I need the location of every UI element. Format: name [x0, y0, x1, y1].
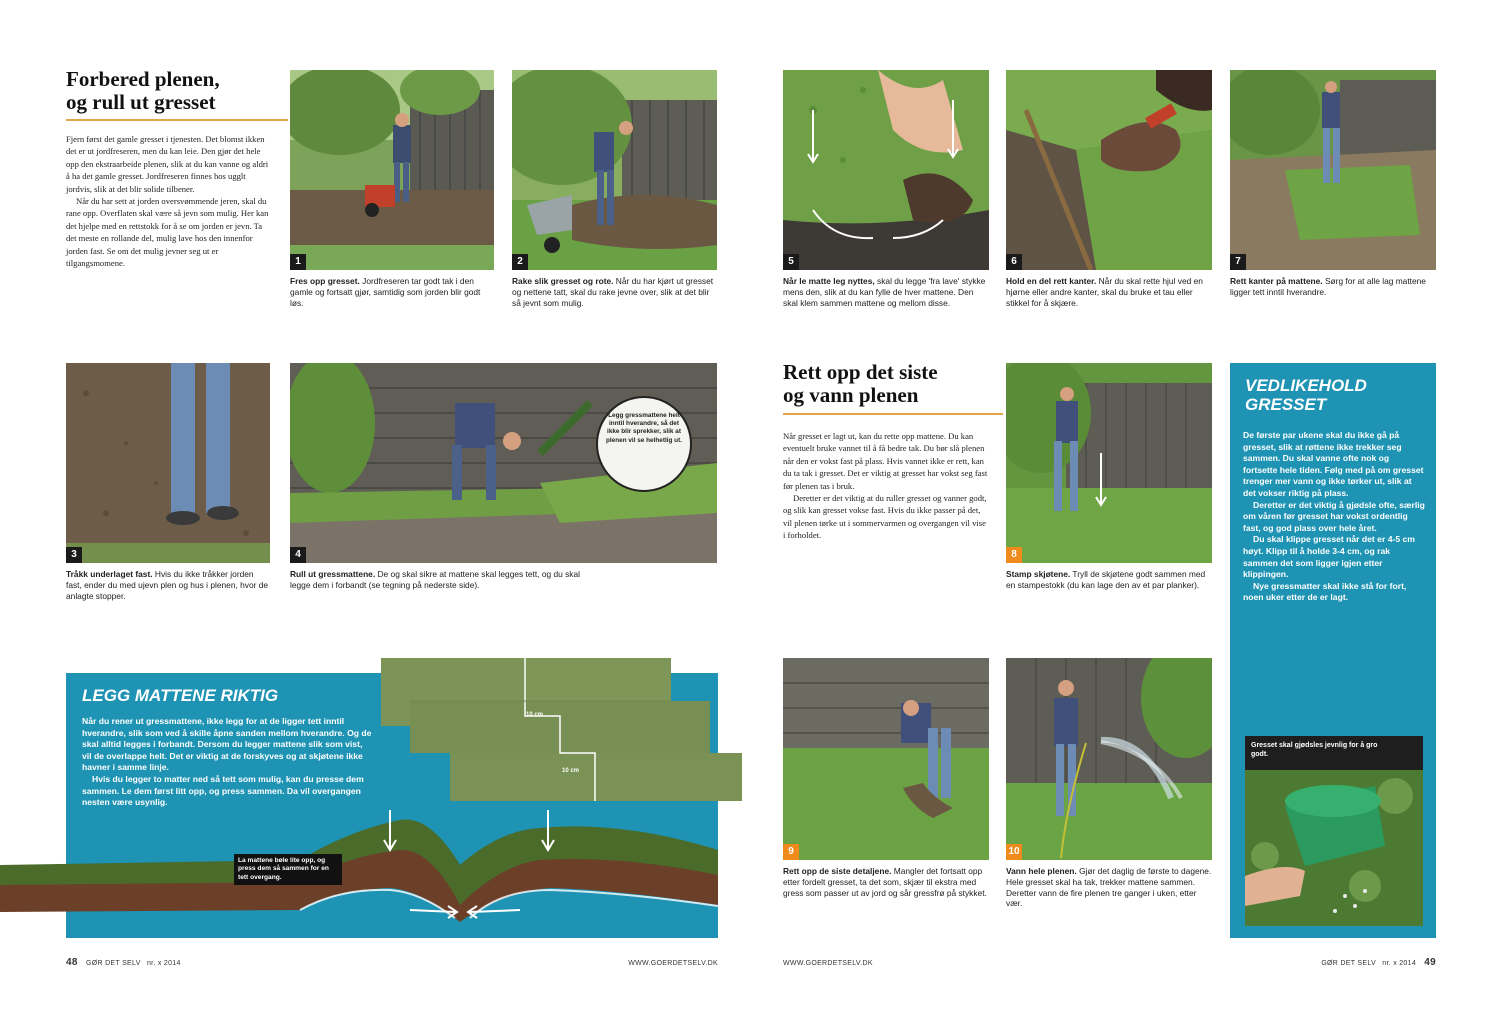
- caption-step-2-title: Rake slik gresset og rote.: [512, 276, 614, 286]
- caption-step-7-title: Rett kanter på mattene.: [1230, 276, 1323, 286]
- caption-step-2-text: Når du har kjørt ut gresset og nettene tatt, skal du rake jevne over, slik at det blir så jevnt som mulig.: [512, 276, 714, 308]
- step-8-number: 8: [1006, 547, 1022, 563]
- left-footer-magazine: GØR DET SELV: [85, 960, 141, 967]
- right-footer-magazine: GØR DET SELV: [1321, 960, 1377, 967]
- caption-step-5-title: Når le matte leg nyttes,: [783, 276, 875, 286]
- caption-step-6-title: Hold en del rett kanter.: [1006, 276, 1097, 286]
- caption-step-2: [512, 276, 717, 308]
- step-4-number: 4: [290, 547, 306, 563]
- right-body-paragraph-1: Når gresset er lagt ut, kan du rette opp mattene. Du kan eventuelt bruke vannet til å få bedre tak. Du bør slå plenen når den er vokst fast på plass. Hvis vannet ikke er rett, kan du ta tak i gresset. Det er viktig at gresset har vokst seg fast før plenen tas i bruk.: [783, 431, 988, 491]
- right-footer: [783, 957, 1436, 971]
- caption-step-3-text: Hvis du ikke tråkker jorden fast, ender du med ujevn plen og hus i plenen, hvor de anlagte stopper.: [66, 569, 269, 601]
- turf-layout-diagram: [380, 656, 742, 804]
- box-vedlikehold-paragraph-3: Du skal klippe gresset når det er 4-5 cm høyt. Klipp til å holde 3-4 cm, og rak sammen det som ligger igjen etter klippingen.: [1243, 534, 1415, 580]
- left-page-number: 48: [66, 957, 78, 968]
- cross-section-callout-text: La mattene bøle lite opp, og press dem så sammen for en tett overgang.: [238, 857, 329, 881]
- left-intro-paragraph-2: Når du har sett at jorden oversvømmende jeren, skal du rane opp. Overflaten skal være så jevn som mulig. Her kan det hjelpe med en rettstokk for å se om jorden er jevn. Ta det meste en rollande del, mulig lave hos den innenfor jorden fast. Se om det mulig jevner seg ut er tilgangsmomene.: [66, 196, 269, 269]
- photo-step-1: [290, 70, 494, 270]
- left-footer: [66, 957, 718, 971]
- left-heading: [66, 68, 288, 114]
- box-vedlikehold-title-line1: VEDLIKEHOLD: [1245, 376, 1367, 395]
- speech-bubble: [596, 396, 692, 492]
- caption-step-10-text: Gjør det daglig de første to dagene. Hele gresset skal ha tak, trekker mattene sammen. Deretter vann de fire plenen tre ganger i uken, etter vær.: [1006, 866, 1212, 909]
- box-vedlikehold-paragraph-2: Deretter er det viktig å gjødsle ofte, særlig om våren før gresset har vokst ordentlig fast, og god plass over hele året.: [1243, 499, 1425, 533]
- step-5-number: 5: [783, 254, 799, 270]
- left-heading-line1: Forbered plenen,: [66, 67, 220, 91]
- box-vedlikehold-text: [1243, 430, 1425, 604]
- left-intro-paragraph-1: Fjern først det gamle gresset i tjenesten. Det blomst ikken det er ut jordfreseren, men du kan leie. Den gjør det hele opp den ekstraarbeide plenen, slik at du kan vanne og aldri å ha det gamle gresset. Jordfreseren finnes hos ugglt jordvis, slik at det blir solide tilbener.: [66, 134, 269, 194]
- photo-step-7: [1230, 70, 1436, 270]
- caption-step-8-text: Tryll de skjøtene godt sammen med en stampestokk (du kan lage den av et par planker).: [1006, 569, 1206, 590]
- caption-step-7-text: Sørg for at alle lag mattene ligger tett inntil hverandre.: [1230, 276, 1426, 297]
- caption-step-4-text: De og skal sikre at mattene skal legges tett, og du skal legge dem i forbandt (se tegning på nederste side).: [290, 569, 580, 590]
- box-legg-mattene-paragraph-2: Hvis du legger to matter ned så tett som mulig, kan du presse dem sammen. Le dem først litt opp, og press sammen. Da vil overgangen nesten være usynlig.: [82, 773, 364, 808]
- box-legg-mattene-text: [82, 716, 372, 809]
- box-vedlikehold-paragraph-1: De første par ukene skal du ikke gå på gresset, slik at røttene ikke trekker seg sammen. Du skal vanne ofte nok og fortsette hele tiden. Følg med på om gresset trenger mer vann og ikke tørker ut, slik at det vokser riktig på plass.: [1243, 430, 1424, 498]
- box-vedlikehold-title-line2: GRESSET: [1245, 395, 1327, 414]
- right-footer-issue: nr. x 2014: [1382, 960, 1417, 967]
- caption-step-1-title: Fres opp gresset.: [290, 276, 360, 286]
- caption-step-1-text: Jordfreseren tar godt tak i den gamle og fortsatt gjør, samtidig som jorden blir godt løs.: [290, 276, 481, 308]
- step-2-number: 2: [512, 254, 528, 270]
- measure-label-1: 10 cm: [526, 712, 544, 718]
- left-heading-line2: og rull ut gresset: [66, 90, 216, 114]
- step-6-number: 6: [1006, 254, 1022, 270]
- turf-cross-section: [0, 810, 718, 938]
- step-1-number: 1: [290, 254, 306, 270]
- right-footer-url: WWW.GOERDETSELV.DK: [783, 960, 873, 967]
- photo-step-5: [783, 70, 989, 270]
- left-footer-issue: nr. x 2014: [146, 960, 181, 967]
- caption-step-8: [1006, 569, 1212, 591]
- box-vedlikehold-paragraph-4: Nye gressmatter skal ikke stå for fort, noen uker etter de er lagt.: [1243, 580, 1407, 603]
- right-heading-rule: [783, 413, 1003, 415]
- caption-step-9-text: Mangler det fortsatt opp etter fordelt gresset, ta det som, skjær til ekstra med gress som passer ut av jord og sår gressfrø på stykket.: [783, 866, 987, 898]
- right-heading-line2: og vann plenen: [783, 383, 919, 407]
- right-body-text: [783, 430, 988, 542]
- caption-step-9: [783, 866, 989, 898]
- caption-step-3-title: Tråkk underlaget fast.: [66, 569, 153, 579]
- caption-step-7: [1230, 276, 1436, 298]
- speech-bubble-text: Legg gressmattene helt inntil hverandre, så det ikke blir sprekker, slik at plenen vil se helhetlig ut.: [606, 412, 682, 444]
- caption-step-3: [66, 569, 270, 601]
- step-7-number: 7: [1230, 254, 1246, 270]
- photo-step-8: [1006, 363, 1212, 563]
- caption-step-5: [783, 276, 989, 308]
- photo-step-2: [512, 70, 717, 270]
- cross-section-callout: [234, 854, 342, 885]
- caption-step-5-text: skal du legge 'fra lave' stykke mens den, slik at du kan fylle de hver mattene. Den skal klem sammen mattene og mellom disse.: [783, 276, 986, 308]
- caption-step-4-title: Rull ut gressmattene.: [290, 569, 376, 579]
- left-heading-rule: [66, 119, 288, 121]
- left-intro-text: [66, 133, 271, 269]
- caption-step-6-text: Når du skal rette hjul ved en hjørne eller andre kanter, skal du bruke et tau eller stikkel for å skjære.: [1006, 276, 1203, 308]
- caption-step-6: [1006, 276, 1212, 308]
- right-heading: [783, 361, 1003, 407]
- caption-step-8-title: Stamp skjøtene.: [1006, 569, 1071, 579]
- left-footer-url: WWW.GOERDETSELV.DK: [628, 960, 718, 967]
- photo-step-9: [783, 658, 989, 860]
- photo-fertilizer-caption: Gresset skal gjødsles jevnlig for å gro godt.: [1251, 742, 1378, 758]
- caption-step-10-title: Vann hele plenen.: [1006, 866, 1077, 876]
- step-10-number: 10: [1006, 844, 1022, 860]
- step-9-number: 9: [783, 844, 799, 860]
- box-legg-mattene-paragraph-1: Når du rener ut gressmattene, ikke legg for at de ligger tett inntil hverandre, slik som ved å skille åpne sanden mellom hverandre. Og de skal alltid legges i forbandt. Dersom du legger mattene slik som vist, vil de overlappe helt. Det er viktig at de forskyves og at skjøtene ikke havner i samme linje.: [82, 716, 372, 773]
- photo-step-10: [1006, 658, 1212, 860]
- caption-step-9-title: Rett opp de siste detaljene.: [783, 866, 892, 876]
- right-page-number: 49: [1424, 957, 1436, 968]
- photo-step-6: [1006, 70, 1212, 270]
- box-vedlikehold-title: [1245, 376, 1425, 414]
- step-3-number: 3: [66, 547, 82, 563]
- right-heading-line1: Rett opp det siste: [783, 360, 938, 384]
- measure-label-2: 10 cm: [562, 768, 580, 774]
- caption-step-4: [290, 569, 590, 591]
- caption-step-1: [290, 276, 494, 308]
- caption-step-10: [1006, 866, 1212, 909]
- right-body-paragraph-2: Deretter er det viktig at du ruller gresset og vanner godt, og slik kan gresset vokse fast. Hvis du ikke passer på det, vil plenen tørke ut i sommervarmen og overgangen vil vise i forholdet.: [783, 493, 987, 541]
- photo-step-3: [66, 363, 270, 563]
- photo-fertilizer-spreader: [1245, 736, 1423, 926]
- box-legg-mattene-title: LEGG MATTENE RIKTIG: [82, 686, 279, 705]
